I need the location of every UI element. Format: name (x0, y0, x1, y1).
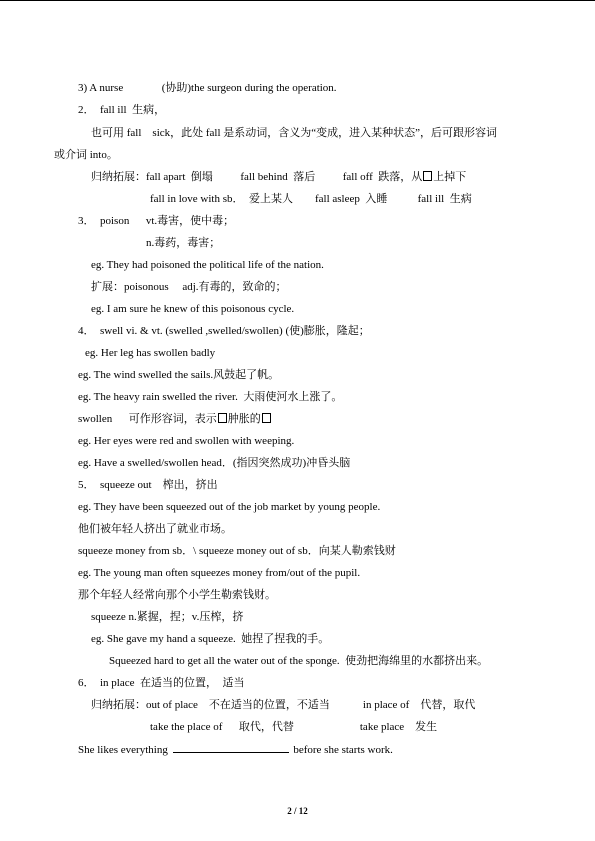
extension-line: take the place of 取代，代替 take place 发生 (150, 721, 438, 733)
page-number: 2 / 12 (287, 806, 308, 816)
extension-line: 扩展：poisonous adj.有毒的，致命的； (91, 281, 287, 293)
exercise-text: She likes everything (78, 744, 168, 756)
phrase-line: squeeze money from sb．\ squeeze money out of sb．向某人勒索钱财 (78, 545, 396, 557)
translation-line: 他们被年轻人挤出了就业市场。 (78, 523, 232, 535)
definition-line: squeeze n.紧握，捏；v.压榨，挤 (91, 611, 244, 623)
paragraph-line: 或介词 into。 (54, 149, 118, 161)
example-line: eg. Her leg has swollen badly (85, 347, 216, 359)
example-line: eg. They have been squeezed out of the job market by young people. (78, 501, 381, 513)
item-2-heading: 2． fall ill 生病， (78, 104, 166, 116)
extension-line: 归纳拓展：out of place 不在适当的位置，不适当 in place of 代替，取代 (91, 699, 476, 711)
exercise-line: 3) A nurse (协助)the surgeon during the operation. (78, 82, 337, 94)
definition-line: n.毒药，毒害； (146, 237, 221, 249)
extension-line (91, 170, 466, 184)
note-text: swollen 可作形容词，表示 (78, 413, 217, 425)
example-line: eg. She gave my hand a squeeze. 她捏了捏我的手。 (91, 633, 330, 645)
missing-glyph-box (218, 413, 227, 423)
note-text: 肿胀的 (227, 413, 261, 425)
example-line: eg. The heavy rain swelled the river. 大雨使河水上涨了。 (78, 391, 343, 403)
translation-line: 那个年轻人经常向那个小学生勒索钱财。 (78, 589, 276, 601)
extension-line: fall in love with sb． 爱上某人 fall asleep 入睡 fall ill 生病 (150, 193, 472, 205)
extension-text: 上掉下 (433, 171, 467, 183)
missing-glyph-box (423, 171, 432, 181)
note-line (78, 412, 272, 426)
item-6-heading: 6． in place 在适当的位置， 适当 (78, 677, 245, 689)
example-line: eg. Have a swelled/swollen head．(指因突然成功)冲昏头脑 (78, 457, 351, 469)
example-line: eg. I am sure he knew of this poisonous cycle. (91, 303, 295, 315)
item-3-heading: 3． poison vt.毒害，使中毒； (78, 215, 235, 227)
example-line: eg. Her eyes were red and swollen with weeping. (78, 435, 295, 447)
example-line: eg. The wind swelled the sails.风鼓起了帆。 (78, 369, 280, 381)
item-4-heading: 4． swell vi. & vt. (swelled ,swelled/swollen) (使)膨胀，隆起； (78, 325, 370, 337)
item-5-heading: 5． squeeze out 榨出，挤出 (78, 479, 218, 491)
exercise-text: before she starts work. (293, 744, 393, 756)
example-line: eg. The young man often squeezes money from/out of the pupil. (78, 567, 361, 579)
paragraph-line: 也可用 fall sick，此处 fall 是系动词，含义为“变成，进入某种状态”，后可跟形容词 (91, 127, 498, 139)
answer-blank (173, 742, 289, 753)
fill-in-exercise (78, 742, 393, 756)
missing-glyph-box (262, 413, 271, 423)
extension-text: 归纳拓展：fall apart 倒塌 fall behind 落后 fall off 跌落，从 (91, 171, 423, 183)
example-line: Squeezed hard to get all the water out of the sponge. 使劲把海绵里的水都挤出来。 (109, 655, 489, 667)
example-line: eg. They had poisoned the political life of the nation. (91, 259, 324, 271)
